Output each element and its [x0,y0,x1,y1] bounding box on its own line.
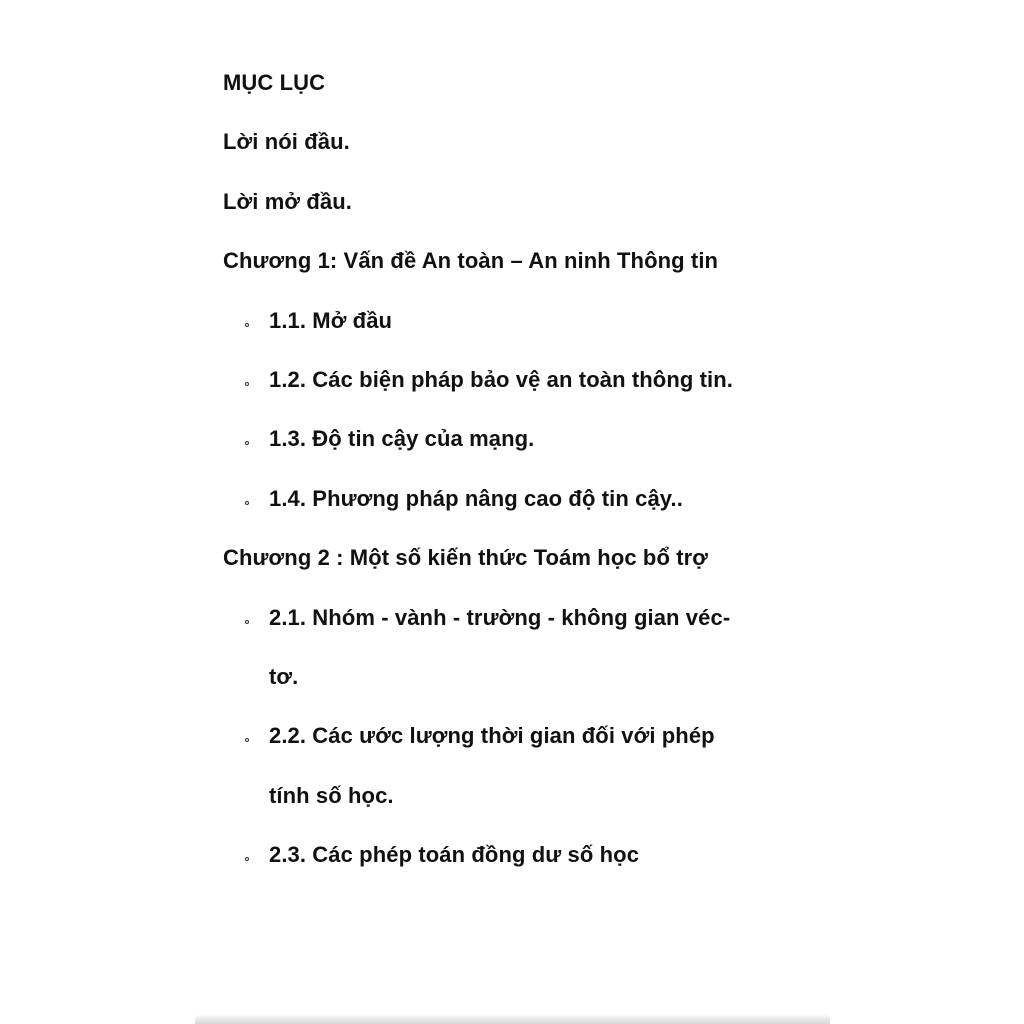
toc-item-label: 1.4. Phương pháp nâng cao độ tin cậy.. [269,485,683,511]
circle-bullet-icon [245,857,249,861]
circle-bullet-icon [245,382,249,386]
toc-item-2-2 [223,713,823,772]
toc-item-1-4 [223,476,823,535]
page-bottom-shadow [195,1014,830,1024]
toc-item-2-2-continued [223,773,823,832]
toc-item-label: 1.1. Mở đầu [269,307,393,333]
circle-bullet-icon [245,620,249,624]
toc-chapter-2-title: Chương 2 : Một số kiến thức Toám học bổ trợ [223,545,709,571]
toc-heading: MỤC LỤC [223,70,326,95]
toc-item-label: 2.1. Nhóm - vành - trường - không gian véc- [269,604,731,630]
circle-bullet-icon [245,441,249,445]
toc-item-1-3 [223,416,823,475]
toc-item-label: 1.2. Các biện pháp bảo vệ an toàn thông tin. [269,366,734,392]
table-of-contents [223,60,823,891]
toc-item-label-continued: tơ. [269,663,299,689]
circle-bullet-icon [245,323,249,327]
toc-item-label: 2.2. Các ước lượng thời gian đối với phép [269,723,715,749]
toc-chapter-1-title: Chương 1: Vấn đề An toàn – An ninh Thông tin [223,248,719,274]
toc-item-1-1 [223,298,823,357]
toc-item-label-continued: tính số học. [269,782,394,808]
circle-bullet-icon [245,501,249,505]
toc-item-2-3 [223,832,823,891]
circle-bullet-icon [245,738,249,742]
toc-item-2-1 [223,595,823,654]
toc-entry-preface: Lời nói đầu. [223,129,350,155]
toc-item-2-1-continued [223,654,823,713]
toc-entry-intro: Lời mở đầu. [223,188,352,214]
toc-item-label: 1.3. Độ tin cậy của mạng. [269,426,535,452]
toc-item-1-2 [223,357,823,416]
toc-item-label: 2.3. Các phép toán đồng dư số học [269,842,640,868]
